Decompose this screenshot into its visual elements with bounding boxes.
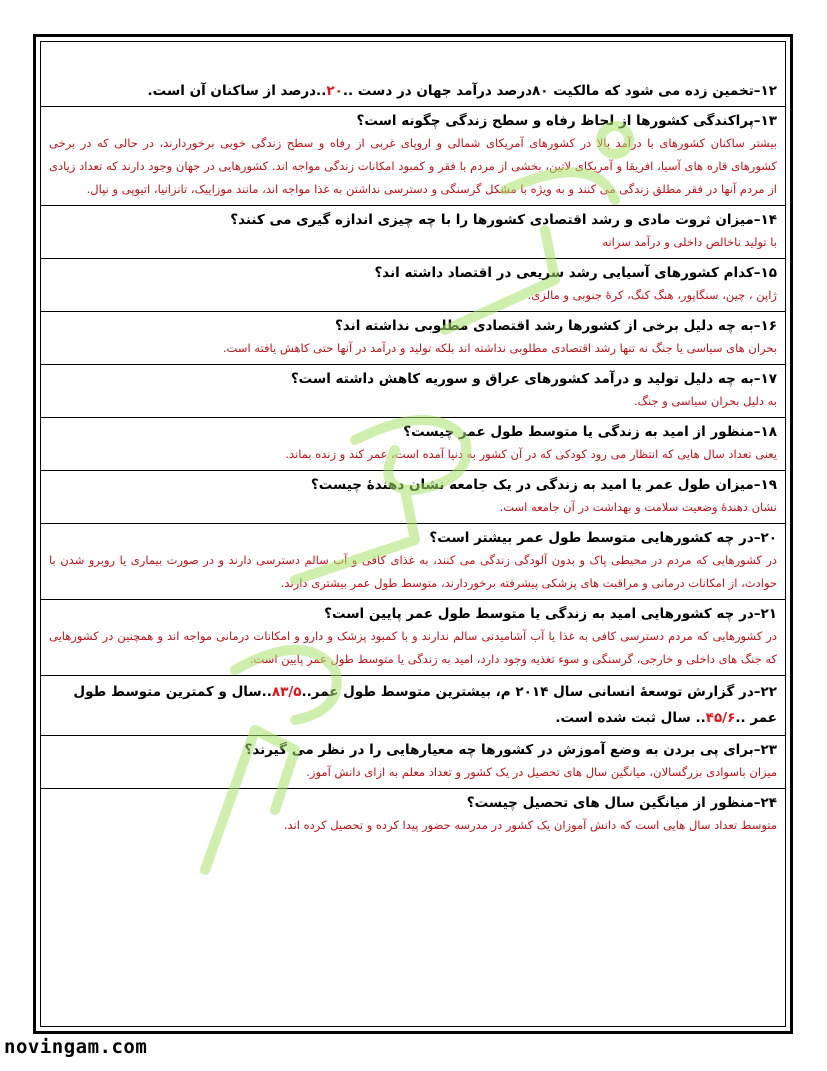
content-area <box>40 41 786 1027</box>
question-block-23 <box>41 735 785 788</box>
question-text: ۲۴–منظور از میانگین سال های تحصیل چیست؟ <box>466 795 777 811</box>
answer-text: بحران های سیاسی یا جنگ نه تنها رشد اقتصادی مطلوبی نداشته اند بلکه تولید و درآمد در آنها حتی کاهش یافته است. <box>222 341 777 355</box>
question-text: ۱۵–کدام کشورهای آسیایی رشد سریعی در اقتصاد داشته اند؟ <box>374 265 777 281</box>
question-block-16 <box>41 311 785 364</box>
answer-text: یعنی تعداد سال هایی که انتظار می رود کودکی که در آن کشور به دنیا آمده است، عمر کند و زنده بماند. <box>285 447 777 461</box>
answer-text: ژاپن ، چین، سنگاپور، هنگ کنگ، کرهٔ جنوبی و مالزی. <box>527 288 777 302</box>
answer-text: به دلیل بحران سیاسی و جنگ. <box>634 394 777 408</box>
question-text: ۲۳–برای پی بردن به وضع آموزش در کشورها چه معیارهایی را در نظر می گیرند؟ <box>244 742 777 758</box>
question-text: ۱۳–پراکندگی کشورها از لحاظ رفاه و سطح زندگی چگونه است؟ <box>356 113 777 129</box>
question-text: ۱۸–منظور از امید به زندگی یا متوسط طول عمر چیست؟ <box>403 424 777 440</box>
question-block-13 <box>41 106 785 205</box>
site-url[interactable]: novingam.com <box>4 1036 148 1058</box>
page-frame <box>33 34 793 1034</box>
question-block-19 <box>41 470 785 523</box>
question-block-22 <box>41 675 785 735</box>
answer-text: در کشورهایی که مردم در محیطی پاک و بدون آلودگی زندگی می کنند، به غذای کافی و آب سالم دسترسی دارند و در صورت بیماری یا روبرو شدن با حوادث، از امکانات درمانی و مراقبت های پزشکی پیشرفته برخوردارند، متوسط طول عمر بیشتری دارند. <box>49 553 777 590</box>
question-block-14 <box>41 205 785 258</box>
question-block-20 <box>41 523 785 599</box>
question-part: ..سال و کمترین متوسط طول عمر .. <box>73 684 777 726</box>
answer-inline: ۴۵/۶ <box>705 710 736 726</box>
answer-text: با تولید ناخالص داخلی و درآمد سرانه <box>602 235 777 249</box>
answer-text: میزان باسوادی بزرگسالان، میانگین سال های تحصیل در یک کشور و تعداد معلم به ازای دانش آموز. <box>306 765 777 779</box>
question-text: ۲۰–در چه کشورهایی متوسط طول عمر بیشتر است؟ <box>429 530 777 546</box>
answer-inline: ۸۳/۵ <box>271 684 302 700</box>
answer-text: بیشتر ساکنان کشورهای با درآمد بالا در کشورهای آمریکای شمالی و اروپای غربی از رفاه و سطح زندگی خوبی برخوردارند، در حالی که در برخی کشورهای قاره های آسیا، افریقا و آمریکای لاتین، بخشی از مردم با فقر و کمبود امکانات زندگی مواجه اند. کشورهایی در جهان وجود دارند که تعداد زیادی از مردم آنها در فقر مطلق زندگی می کنند و به ویژه با مشکل گرسنگی و دسترسی نداشتن به غذا مواجه اند، مانند موزاییک، تانزانیا، اتیوپی و نپال. <box>49 136 777 196</box>
question-part: ۱۲–تخمین زده می شود که مالکیت ۸۰درصد درآمد جهان در دست .. <box>342 83 777 99</box>
question-text: ۱۷–به چه دلیل تولید و درآمد کشورهای عراق و سوریه کاهش داشته است؟ <box>290 371 777 387</box>
question-part: .. سال ثبت شده است. <box>555 710 706 726</box>
answer-text: متوسط تعداد سال هایی است که دانش آموزان یک کشور در مدرسه حضور پیدا کرده و تحصیل کرده اند. <box>283 818 777 832</box>
question-text: ۱۹–میزان طول عمر یا امید به زندگی در یک جامعه نشان دهندهٔ چیست؟ <box>310 477 777 493</box>
question-text: ۱۶–به چه دلیل برخی از کشورها رشد اقتصادی مطلوبی نداشته اند؟ <box>335 318 777 334</box>
question-part: ۲۲–در گزارش توسعهٔ انسانی سال ۲۰۱۴ م، بیشترین متوسط طول عمر.. <box>301 684 777 700</box>
answer-text: نشان دهندهٔ وضعیت سلامت و بهداشت در آن جامعه است. <box>499 500 777 514</box>
question-block-12 <box>41 42 785 106</box>
question-block-21 <box>41 599 785 675</box>
question-block-15 <box>41 258 785 311</box>
question-text: ۲۱–در چه کشورهایی امید به زندگی یا متوسط طول عمر پایین است؟ <box>324 606 777 622</box>
answer-inline: ۲۰ <box>326 83 343 99</box>
question-block-17 <box>41 364 785 417</box>
question-text <box>49 679 777 731</box>
question-text <box>49 80 777 102</box>
question-text: ۱۴–میزان ثروت مادی و رشد اقتصادی کشورها را با چه چیزی اندازه گیری می کنند؟ <box>230 212 777 228</box>
question-block-24 <box>41 788 785 841</box>
question-block-18 <box>41 417 785 470</box>
answer-text: در کشورهایی که مردم دسترسی کافی به غذا یا آب آشامیدنی سالم ندارند و با کمبود پزشک و دارو و امکانات درمانی مواجه اند و همچنین در کشورهایی که جنگ های داخلی و خارجی، گرسنگی و سوء تغذیه وجود دارد، امید به زندگی یا متوسط طول عمر پایین است. <box>49 629 777 666</box>
question-part: ..درصد از ساکنان آن است. <box>147 83 327 99</box>
